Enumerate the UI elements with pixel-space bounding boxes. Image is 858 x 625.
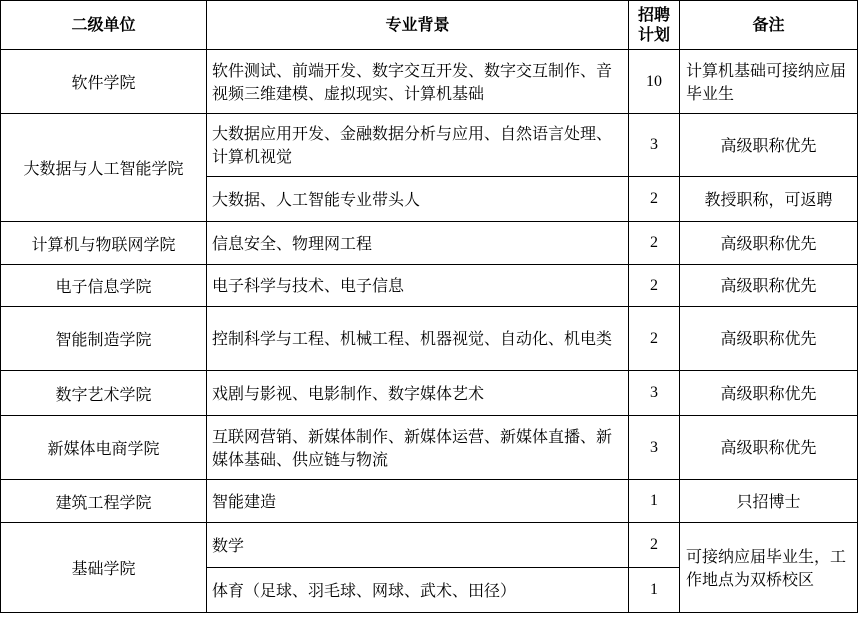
major-cell: 数学 [207,523,629,568]
header-plan-line2: 计划 [637,25,670,44]
major-cell: 软件测试、前端开发、数字交互开发、数字交互制作、音视频三维建模、虚拟现实、计算机基础 [207,50,629,114]
note-cell: 高级职称优先 [680,265,858,307]
major-cell: 智能建造 [207,480,629,523]
plan-cell: 1 [629,480,680,523]
unit-cell: 大数据与人工智能学院 [1,114,207,222]
unit-cell: 智能制造学院 [1,307,207,371]
major-cell: 信息安全、物理网工程 [207,222,629,265]
unit-cell: 基础学院 [1,523,207,613]
table-row [1,307,858,371]
note-cell: 只招博士 [680,480,858,523]
plan-cell: 2 [629,222,680,265]
plan-cell: 3 [629,371,680,416]
note-cell: 可接纳应届毕业生，工作地点为双桥校区 [680,523,858,613]
header-unit: 二级单位 [1,1,207,50]
major-cell: 电子科学与技术、电子信息 [207,265,629,307]
note-cell: 高级职称优先 [680,416,858,480]
major-cell: 戏剧与影视、电影制作、数字媒体艺术 [207,371,629,416]
plan-cell: 10 [629,50,680,114]
header-plan [629,1,680,50]
unit-cell: 电子信息学院 [1,265,207,307]
unit-cell: 数字艺术学院 [1,371,207,416]
table-row [1,50,858,114]
table-row [1,480,858,523]
note-cell: 高级职称优先 [680,114,858,177]
plan-cell: 2 [629,307,680,371]
note-cell: 高级职称优先 [680,371,858,416]
note-cell: 教授职称，可返聘 [680,177,858,222]
header-note: 备注 [680,1,858,50]
major-cell: 互联网营销、新媒体制作、新媒体运营、新媒体直播、新媒体基础、供应链与物流 [207,416,629,480]
unit-cell: 软件学院 [1,50,207,114]
note-cell: 高级职称优先 [680,307,858,371]
header-plan-line1: 招聘 [637,5,670,24]
table-row [1,222,858,265]
plan-cell: 3 [629,114,680,177]
table-row [1,265,858,307]
plan-cell: 2 [629,523,680,568]
note-cell: 计算机基础可接纳应届毕业生 [680,50,858,114]
unit-cell: 新媒体电商学院 [1,416,207,480]
table-row [1,371,858,416]
plan-cell: 1 [629,568,680,613]
plan-cell: 3 [629,416,680,480]
unit-cell: 建筑工程学院 [1,480,207,523]
table-row [1,114,858,177]
plan-cell: 2 [629,177,680,222]
unit-cell: 计算机与物联网学院 [1,222,207,265]
table-row [1,416,858,480]
header-major: 专业背景 [207,1,629,50]
major-cell: 大数据、人工智能专业带头人 [207,177,629,222]
plan-cell: 2 [629,265,680,307]
note-cell: 高级职称优先 [680,222,858,265]
table-header-row [1,1,858,50]
major-cell: 体育（足球、羽毛球、网球、武术、田径） [207,568,629,613]
table-row [1,523,858,568]
major-cell: 大数据应用开发、金融数据分析与应用、自然语言处理、计算机视觉 [207,114,629,177]
major-cell: 控制科学与工程、机械工程、机器视觉、自动化、机电类 [207,307,629,371]
